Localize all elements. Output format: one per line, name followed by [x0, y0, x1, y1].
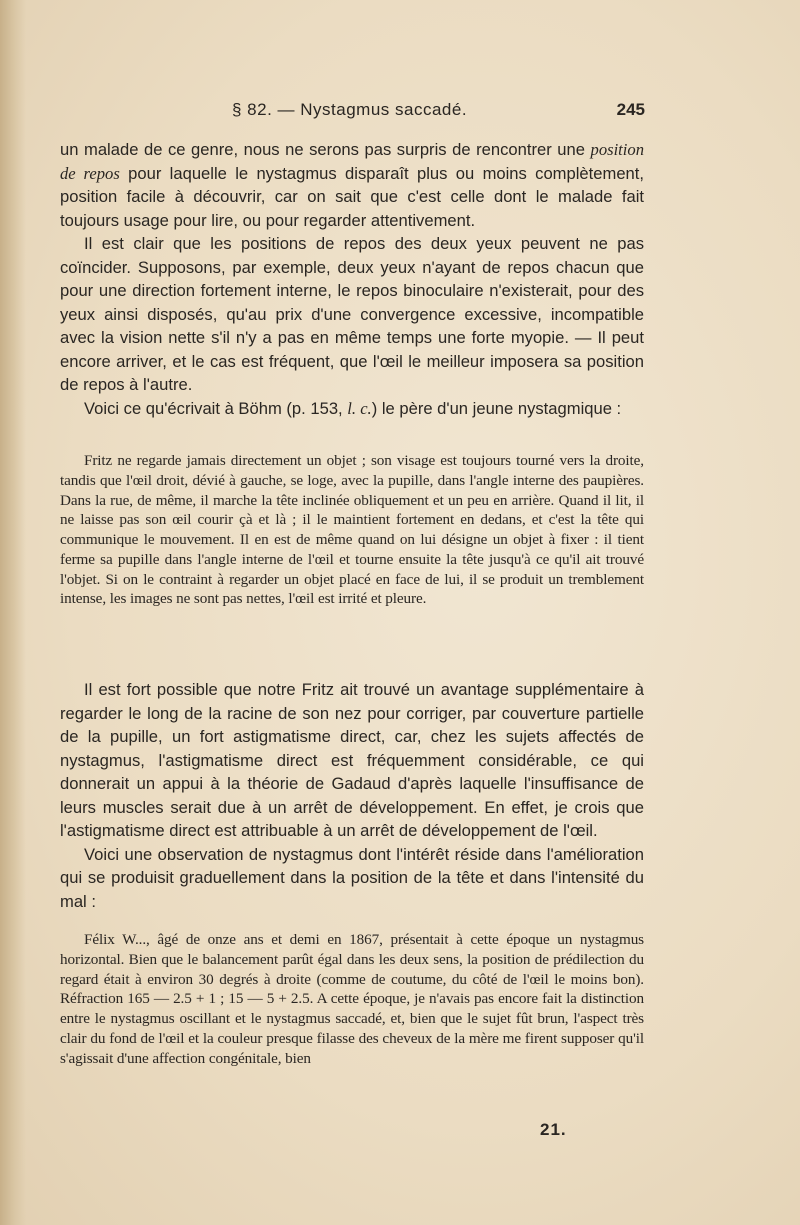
body-text-top [60, 138, 644, 421]
page-number: 245 [616, 100, 645, 119]
signature-mark: 21. [540, 1120, 567, 1139]
paragraph: un malade de ce genre, nous ne serons pas surpris de rencontrer une position de repos pour laquelle le nystagmus disparaît plus ou moins complètement, position facile à découvrir, car on sait que c'est celle dont le malade fait toujours usage pour lire, ou pour regarder attentivement. [60, 140, 644, 230]
paragraph: Il est clair que les positions de repos des deux yeux peuvent ne pas coïncider. Supposons, par exemple, deux yeux n'ayant de repos chacun que pour une direction fortement interne, le repos binoculaire n'existerait, pour des yeux ainsi disposés, qu'au prix d'une convergence excessive, incompatible avec la vision nette s'il n'y a pas en même temps une forte myopie. — Il peut encore arriver, et le cas est fréquent, que l'œil le meilleur imposera sa position de repos à l'autre. [60, 234, 644, 395]
quote-felix [60, 930, 644, 1068]
quote-text: Félix W..., âgé de onze ans et demi en 1867, présentait à cette époque un nystagmus horizontal. Bien que le balancement parût égal dans les deux sens, la position de prédilection du regard était à environ 30 degrés à droite (comme de coutume, du côté de l'œil le moins bon). Réfraction 165 — 2.5 + 1 ; 15 — 5 + 2.5. A cette époque, je n'avais pas encore fait la distinction entre le nystagmus oscillant et le nystagmus saccadé, et, bien que le sujet fût brun, l'aspect très clair du fond de l'œil et la couleur presque filasse des cheveux de la mère me firent supposer qu'il s'agissait d'une affection congénitale, bien [60, 931, 644, 1067]
paragraph: Voici ce qu'écrivait à Böhm (p. 153, l. c.) le père d'un jeune nystagmique : [84, 399, 622, 419]
paragraph: Voici une observation de nystagmus dont l'intérêt réside dans l'amélioration qui se produisit graduellement dans la position de la tête et dans l'intensité du mal : [60, 844, 644, 911]
body-text-middle [60, 678, 644, 913]
quote-fritz [60, 451, 644, 609]
paragraph: Il est fort possible que notre Fritz ait trouvé un avantage supplémentaire à regarder le long de la racine de son nez pour corriger, par couverture partielle de la pupille, un fort astigmatisme direct, car, chez les sujets affectés de nystagmus, l'astigmatisme direct est fréquemment considérable, ce qui donnerait un appui à la théorie de Gadaud d'après laquelle l'insuffisance de leurs muscles serait due à un arrêt de développement. En effet, je crois que l'astigmatisme direct est attribuable à un arrêt de développement de l'œil. [60, 680, 644, 841]
book-spine-shadow [0, 0, 26, 1225]
page-header [60, 100, 660, 128]
quote-text: Fritz ne regarde jamais directement un objet ; son visage est toujours tourné vers la droite, tandis que l'œil droit, dévié à gauche, se loge, avec la pupille, dans l'angle interne des paupières. Dans la rue, de même, il marche la tête inclinée obliquement et un peu en arrière. Quand il lit, il ne laisse pas son œil courir çà et là ; il le maintient fortement en dedans, et c'est la tête qui communique le mouvement. Il en est de même quand on lui désigne un objet à fixer : il tient ferme sa pupille dans l'angle interne de l'œil et tourne ensuite la tête jusqu'à ce qu'il ait trouvé l'objet. Si on le contraint à regarder un objet placé en face de lui, il se produit un tremblement intense, les images ne sont pas nettes, l'œil est irrité et pleure. [60, 452, 644, 608]
running-head: § 82. — Nystagmus saccadé. [232, 100, 468, 119]
